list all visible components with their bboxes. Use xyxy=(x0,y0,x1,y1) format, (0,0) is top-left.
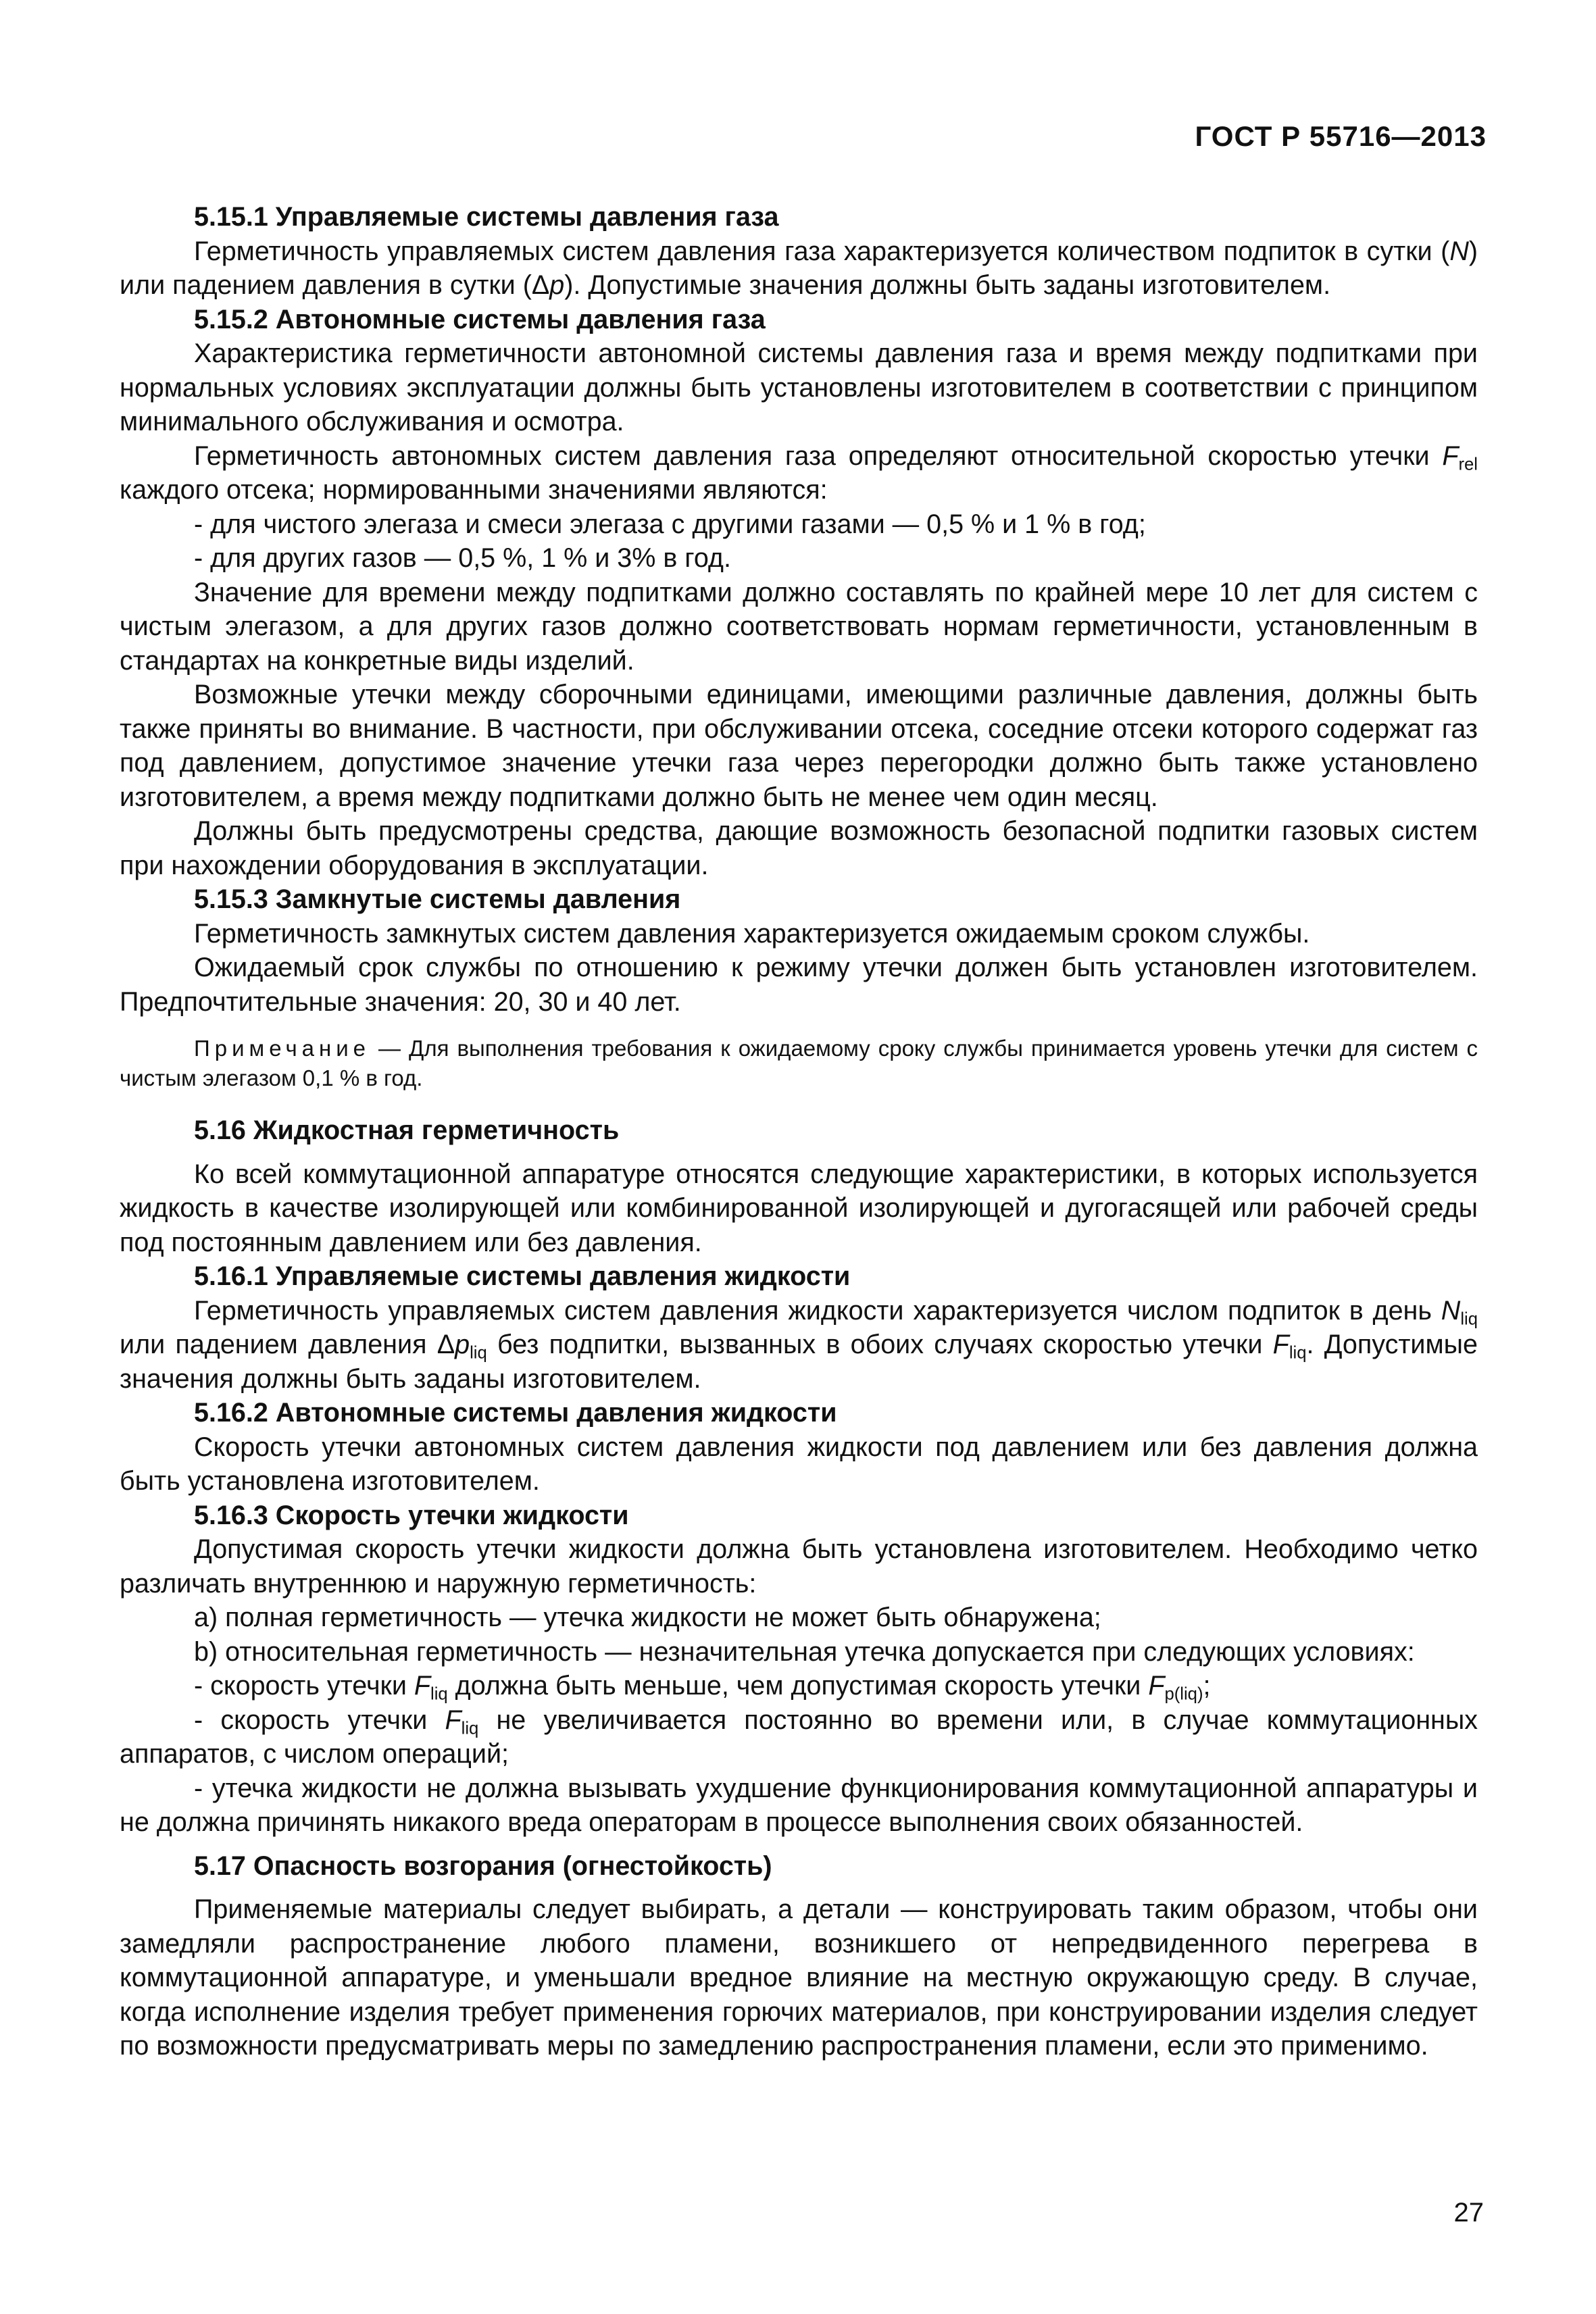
text-run: ). Допустимые значения должны быть заданы изготовителем. xyxy=(564,270,1331,300)
body-paragraph: Ожидаемый срок службы по отношению к режиму утечки должен быть установлен изготовителем. Предпочтительные значения: 20, 30 и 40 лет. xyxy=(120,953,1478,1017)
subscript: liq xyxy=(470,1343,487,1363)
body-paragraph: Характеристика герметичности автономной системы давления газа и время между подпитками при нормальных условиях эксплуатации должны быть установлены изготовителем в соответствии с принципом минимального обслуживания и осмотра. xyxy=(120,338,1478,436)
body-paragraph: - для других газов — 0,5 %, 1 % и 3% в год. xyxy=(194,543,731,573)
subscript: liq xyxy=(1289,1343,1307,1363)
body-paragraph xyxy=(120,234,1478,303)
text-run: каждого отсека; нормированными значениями являются: xyxy=(120,475,828,505)
section-heading: 5.16.3 Скорость утечки жидкости xyxy=(194,1500,629,1530)
text-run: Герметичность управляемых систем давления жидкости характеризуется числом подпиток в день xyxy=(194,1295,1441,1326)
section-heading: 5.15.1 Управляемые системы давления газа xyxy=(194,202,779,232)
text-run: Герметичность управляемых систем давления газа характеризуется количеством подпиток в сутки ( xyxy=(194,236,1450,266)
body-paragraph xyxy=(120,439,1478,507)
body-paragraph: Скорость утечки автономных систем давления жидкости под давлением или без давления должна быть установлена изготовителем. xyxy=(120,1432,1478,1496)
symbol: F xyxy=(1272,1330,1289,1359)
note-text: — Для выполнения требования к ожидаемому сроку службы принимается уровень утечки для систем с чистым элегазом 0,1 % в год. xyxy=(120,1036,1478,1090)
text-run: - скорость утечки xyxy=(194,1705,445,1735)
subscript: liq xyxy=(1460,1309,1478,1329)
body-paragraph: - для чистого элегаза и смеси элегаза с другими газами — 0,5 % и 1 % в год; xyxy=(194,509,1146,539)
note-label: Примечание xyxy=(194,1036,371,1061)
section-heading: 5.15.3 Замкнутые системы давления xyxy=(194,884,681,914)
symbol: N xyxy=(1449,236,1469,266)
page-number: 27 xyxy=(1453,2198,1484,2228)
symbol: p xyxy=(549,270,565,300)
symbol: F xyxy=(414,1671,430,1701)
document-header: ГОСТ Р 55716—2013 xyxy=(1195,120,1487,152)
text-run: ) или падением давления в сутки (Δ xyxy=(120,236,1478,300)
body-paragraph: Ко всей коммутационной аппаратуре относятся следующие характеристики, в которых используется жидкость в качестве изолирующей или комбинированной изолирующей и дугогасящей или рабочей среды под постоянным давлением или без давления. xyxy=(120,1159,1478,1257)
text-run: . Допустимые значения должны быть заданы изготовителем. xyxy=(120,1330,1478,1394)
text-run: не увеличивается постоянно во времени или, в случае коммутационных аппаратов, с числом операций; xyxy=(120,1705,1478,1769)
text-run: без подпитки, вызванных в обоих случаях скоростью утечки xyxy=(487,1330,1273,1359)
text-run: - скорость утечки xyxy=(194,1671,414,1701)
body-paragraph: Значение для времени между подпитками должно составлять по крайней мере 10 лет для систем с чистым элегазом, а для других газов должно соответствовать нормам герметичности, установленным в стандартах на конкретные виды изделий. xyxy=(120,577,1478,676)
text-run: должна быть меньше, чем допустимая скорость утечки xyxy=(447,1671,1149,1701)
body-paragraph: Допустимая скорость утечки жидкости должна быть установлена изготовителем. Необходимо четко различать внутреннюю и наружную герметичность: xyxy=(120,1534,1478,1599)
body-paragraph xyxy=(120,1703,1478,1771)
section-heading: 5.16 Жидкостная герметичность xyxy=(194,1115,620,1145)
body-paragraph: b) относительная герметичность — незначительная утечка допускается при следующих условиях: xyxy=(194,1636,1415,1667)
subscript: liq xyxy=(430,1684,448,1704)
text-run: или падением давления Δ xyxy=(120,1330,455,1359)
body-paragraph: Применяемые материалы следует выбирать, а детали — конструировать таким образом, чтобы они замедляли распространение любого пламени, возникшего от непредвиденного перегрева в коммутационной аппаратуре, и уменьшали вредное влияние на местную окружающую среду. В случае, когда исполнение изделия требует применения горючих материалов, при конструировании изделия следует по возможности предусматривать меры по замедлению распространения пламени, если это применимо. xyxy=(120,1894,1478,2061)
subscript: liq xyxy=(461,1719,479,1738)
symbol: p xyxy=(455,1330,470,1359)
body-paragraph: - утечка жидкости не должна вызывать ухудшение функционирования коммутационной аппаратуры и не должна причинять никакого вреда операторам в процессе выполнения своих обязанностей. xyxy=(120,1773,1478,1837)
note-paragraph xyxy=(120,1034,1478,1093)
text-run: Герметичность автономных систем давления газа определяют относительной скоростью утечки xyxy=(194,441,1443,471)
section-heading: 5.16.1 Управляемые системы давления жидкости xyxy=(194,1261,851,1291)
section-heading: 5.17 Опасность возгорания (огнестойкость) xyxy=(194,1851,772,1881)
body-paragraph: a) полная герметичность — утечка жидкости не может быть обнаружена; xyxy=(194,1603,1101,1632)
body-paragraph: Должны быть предусмотрены средства, дающие возможность безопасной подпитки газовых систем при нахождении оборудования в эксплуатации. xyxy=(120,816,1478,880)
body-paragraph: Возможные утечки между сборочными единицами, имеющими различные давления, должны быть также приняты во внимание. В частности, при обслуживании отсека, соседние отсеки которого содержат газ под давлением, допустимое значение утечки газа через перегородки должно быть также установлено изготовителем, а время между подпитками должно быть не менее чем один месяц. xyxy=(120,680,1478,812)
body-paragraph xyxy=(120,1669,1478,1703)
body-paragraph xyxy=(120,1294,1478,1397)
section-heading: 5.15.2 Автономные системы давления газа xyxy=(194,304,766,334)
symbol: F xyxy=(1148,1671,1165,1701)
symbol: N xyxy=(1441,1295,1461,1326)
symbol: F xyxy=(1442,441,1459,471)
subscript: p(liq) xyxy=(1164,1684,1203,1704)
section-heading: 5.16.2 Автономные системы давления жидкости xyxy=(194,1398,837,1428)
body-paragraph: Герметичность замкнутых систем давления характеризуется ожидаемым сроком службы. xyxy=(194,918,1310,949)
symbol: F xyxy=(445,1705,462,1735)
document-body xyxy=(120,200,1478,2063)
text-run: ; xyxy=(1203,1671,1211,1701)
subscript: rel xyxy=(1458,455,1478,474)
